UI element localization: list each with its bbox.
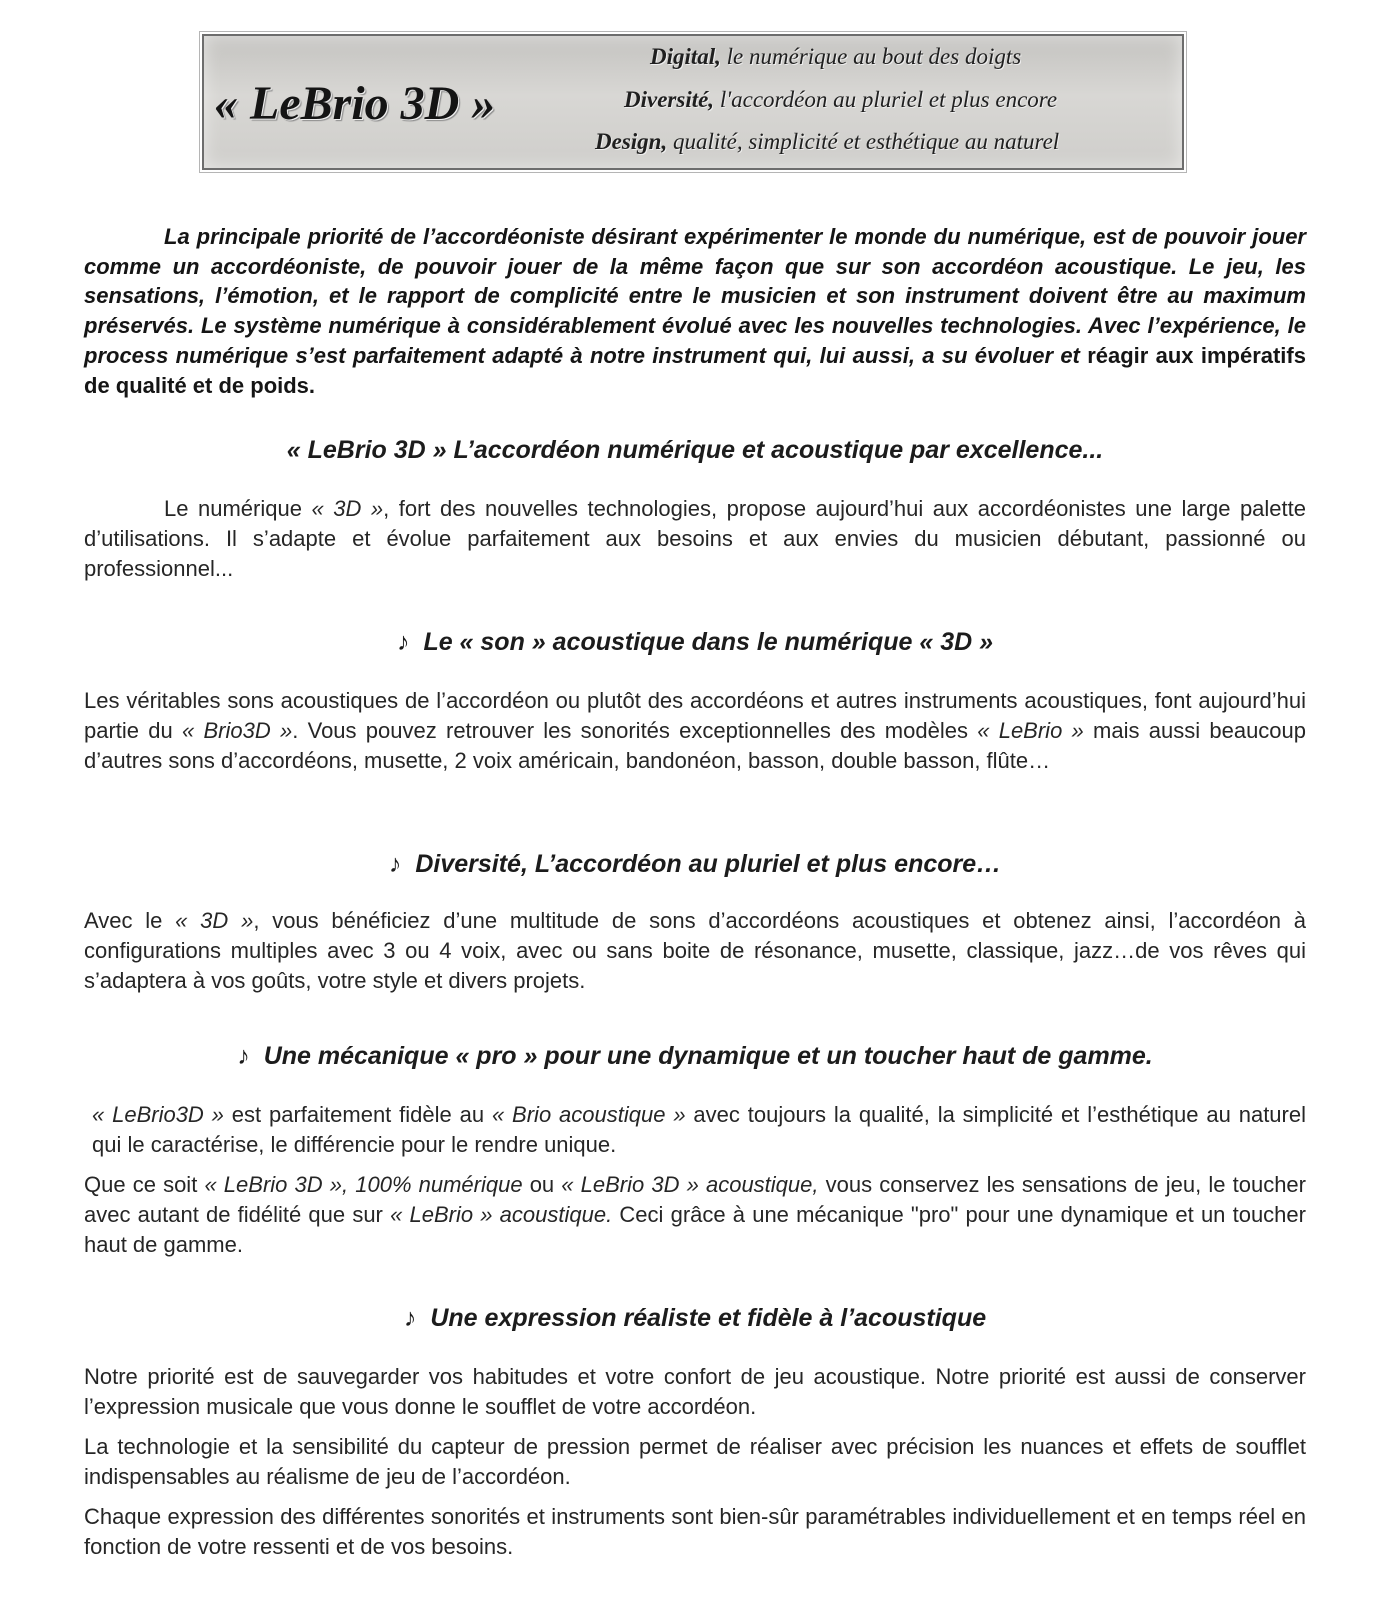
paragraph: Avec le « 3D », vous bénéficiez d’une multitude de sons d’accordéons acoustiques et obtenez ainsi, l’accordéon à configurations multiples avec 3 ou 4 voix, avec ou sans boite de résonance, musette, classique, jazz…de vos rêves qui s’adaptera à vos goûts, votre style et divers projets. bbox=[84, 908, 1306, 993]
heading-diversite: ♪ Diversité, L’accordéon au pluriel et plus encore… bbox=[388, 850, 1002, 878]
section3-body bbox=[84, 906, 1306, 996]
tagline-digital: Digital, le numérique au bout des doigts bbox=[650, 44, 1022, 69]
intro-paragraph: La principale priorité de l’accordéoniste désirant expérimenter le monde du numérique, est de pouvoir jouer comme un accordéoniste, de pouvoir jouer de la même façon que sur son accordéon acoustique. Le jeu, les sensations, l’émotion, et le rapport de complicité entre le musicien et son instrument doivent être au maximum préservés. Le système numérique à considérablement évolué avec les nouvelles technologies. Avec l’expérience, le process numérique s’est parfaitement adapté à notre instrument qui, lui aussi, a su évoluer et réagir aux impératifs de qualité et de poids. bbox=[84, 224, 1306, 398]
music-note-icon: ♪ bbox=[237, 1042, 250, 1070]
paragraph: Le numérique « 3D », fort des nouvelles technologies, propose aujourd’hui aux accordéonistes une large palette d’utilisations. Il s’adapte et évolue parfaitement aux besoins et aux envies du musicien débutant, passionné ou professionnel... bbox=[84, 496, 1306, 581]
tagline-design: Design, qualité, simplicité et esthétique au naturel bbox=[595, 129, 1060, 154]
section1-body bbox=[84, 494, 1306, 584]
paragraph: Notre priorité est de sauvegarder vos habitudes et votre confort de jeu acoustique. Notre priorité est aussi de conserver l’expression musicale que vous donne le soufflet de votre accordéon. bbox=[84, 1364, 1306, 1419]
music-note-icon: ♪ bbox=[396, 628, 410, 656]
heading-expression: ♪ Une expression réaliste et fidèle à l’acoustique bbox=[403, 1304, 987, 1332]
paragraph: Que ce soit « LeBrio 3D », 100% numérique ou « LeBrio 3D » acoustique, vous conservez les sensations de jeu, le toucher avec autant de fidélité que sur « LeBrio » acoustique. Ceci grâce à une mécanique "pro" pour une dynamique et un toucher haut de gamme. bbox=[84, 1172, 1306, 1257]
paragraph: Les véritables sons acoustiques de l’accordéon ou plutôt des accordéons et autres instruments acoustiques, font aujourd’hui partie du « Brio3D ». Vous pouvez retrouver les sonorités exceptionnelles des modèles « LeBrio » mais aussi beaucoup d’autres sons d’accordéons, musette, 2 voix américain, bandonéon, basson, double basson, flûte… bbox=[84, 688, 1307, 773]
paragraph: La technologie et la sensibilité du capteur de pression permet de réaliser avec précision les nuances et effets de soufflet indispensables au réalisme de jeu de l’accordéon. bbox=[84, 1434, 1306, 1489]
heading-son-acoustique: ♪ Le « son » acoustique dans le numérique « 3D » bbox=[396, 628, 994, 656]
intro-block bbox=[84, 222, 1306, 400]
heading-mecanique-pro: ♪ Une mécanique « pro » pour une dynamique et un toucher haut de gamme. bbox=[237, 1042, 1153, 1070]
heading-lebrio-3d: « LeBrio 3D » L’accordéon numérique et acoustique par excellence... bbox=[286, 436, 1104, 464]
brand-logo: « LeBrio 3D » bbox=[214, 77, 496, 130]
section5-body bbox=[84, 1362, 1306, 1562]
paragraph: « LeBrio3D » est parfaitement fidèle au « Brio acoustique » avec toujours la qualité, la simplicité et l’esthétique au naturel qui le caractérise, le différencie pour le rendre unique. bbox=[92, 1102, 1306, 1157]
header-banner bbox=[202, 34, 1184, 170]
section2-body bbox=[84, 686, 1306, 776]
paragraph: Chaque expression des différentes sonorités et instruments sont bien-sûr paramétrables individuellement et en temps réel en fonction de votre ressenti et de vos besoins. bbox=[84, 1504, 1306, 1559]
tagline-diversite: Diversité, l'accordéon au pluriel et plus encore bbox=[624, 87, 1058, 112]
music-note-icon: ♪ bbox=[388, 850, 402, 878]
music-note-icon: ♪ bbox=[403, 1304, 417, 1332]
section4-body bbox=[84, 1100, 1306, 1260]
